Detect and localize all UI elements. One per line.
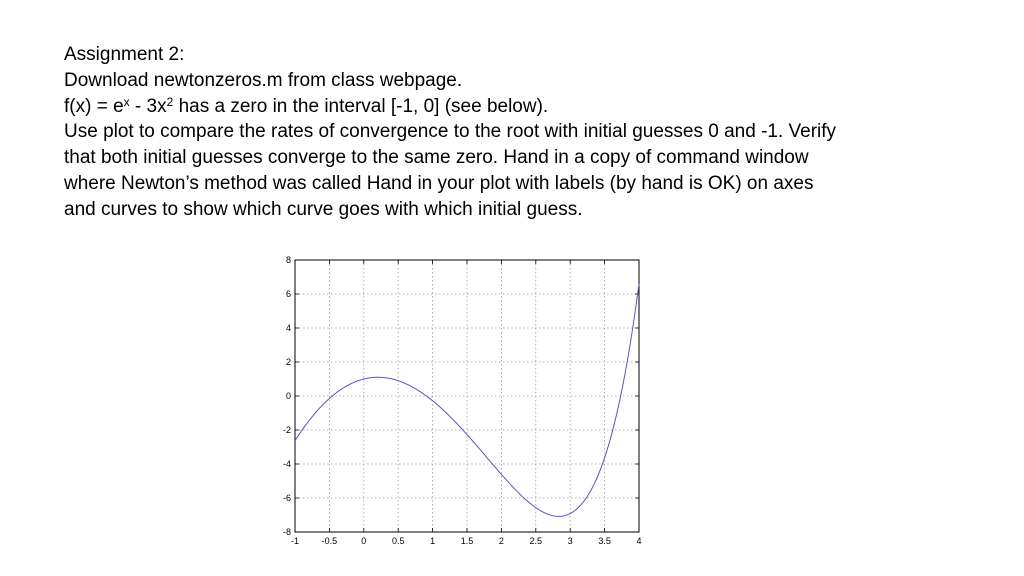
y-tick-label: -6 bbox=[282, 493, 291, 503]
y-tick-label: 2 bbox=[285, 357, 291, 367]
y-tick-label: 6 bbox=[285, 289, 291, 299]
instruction-line-2: that both initial guesses converge to the same zero. Hand in a copy of command window bbox=[64, 147, 809, 169]
y-tick-label: 0 bbox=[285, 391, 291, 401]
y-tick-label: -2 bbox=[282, 425, 291, 435]
x-tick-label: 0 bbox=[361, 536, 367, 546]
function-prefix: f(x) = e bbox=[64, 95, 124, 117]
x-tick-label: 1 bbox=[430, 536, 436, 546]
x-tick-label: 4 bbox=[636, 536, 642, 546]
assignment-heading: Assignment 2: bbox=[64, 44, 185, 65]
x-tick-label: 2 bbox=[498, 536, 504, 546]
instruction-line-4: and curves to show which curve goes with which initial guess. bbox=[64, 198, 583, 220]
instruction-line-1: Use plot to compare the rates of convergence to the root with initial guesses 0 and -1. Verify bbox=[64, 121, 837, 143]
function-exponent-x: x bbox=[123, 94, 130, 109]
download-instruction: Download newtonzeros.m from class webpage. bbox=[64, 69, 463, 91]
x-tick-label: 3 bbox=[567, 536, 573, 546]
instruction-line-3: where Newton’s method was called Hand in your plot with labels (by hand is OK) on axes bbox=[64, 172, 814, 194]
y-tick-label: -4 bbox=[282, 459, 291, 469]
x-tick-label: 2.5 bbox=[529, 536, 543, 546]
function-exponent-2: 2 bbox=[166, 94, 174, 109]
y-tick-label: 8 bbox=[285, 255, 291, 265]
x-tick-label: 3.5 bbox=[598, 536, 611, 546]
x-tick-label: 1.5 bbox=[460, 536, 474, 546]
function-middle: - 3x bbox=[129, 95, 167, 117]
x-tick-label: -1 bbox=[290, 536, 300, 546]
x-tick-label: 0.5 bbox=[391, 536, 405, 546]
x-tick-label: -0.5 bbox=[321, 536, 338, 546]
y-tick-label: 4 bbox=[285, 323, 291, 333]
y-tick-label: -8 bbox=[282, 527, 291, 537]
function-suffix: has a zero in the interval [-1, 0] (see below). bbox=[173, 95, 549, 117]
